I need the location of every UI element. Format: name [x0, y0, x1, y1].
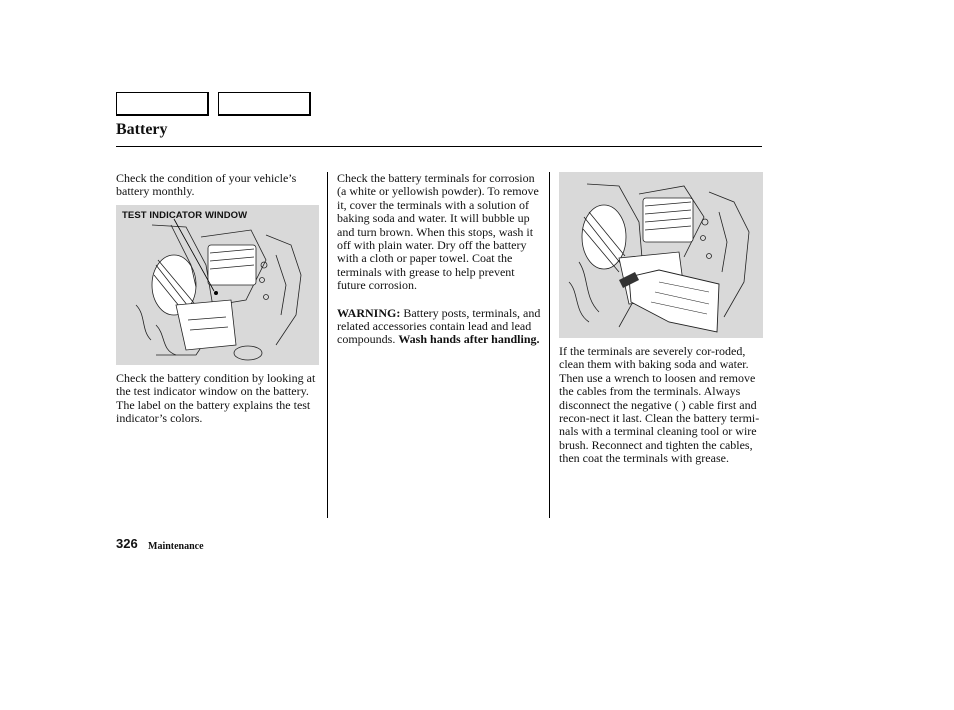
- middle-body: Check the battery terminals for corrosion (a white or yellowish powder). To remove it, cover the terminals with a solution of baking soda and water. It will bubble up and turn brown. When this stops, wash it off with plain water. Dry off the battery with a cloth or paper towel. Coat the terminals with grease to help prevent future corrosion.: [337, 171, 539, 293]
- right-body: If the terminals are severely cor-roded, clean them with baking soda and water. Then use a wrench to loosen and remove the cables from the terminals. Always disconnect the negative ( ) cable first and recon-nect it last. Clean the battery termi-nals with a terminal cleaning tool or wire brush. Reconnect and tighten the cables, then coat the terminals with grease.: [559, 344, 760, 466]
- nav-tab-2[interactable]: [218, 92, 311, 116]
- left-intro-text: [116, 172, 321, 199]
- warning-bold: Wash hands after handling.: [398, 332, 540, 347]
- left-body-text: [116, 372, 321, 426]
- warning-label: WARNING:: [337, 305, 401, 320]
- page-title: Battery: [116, 121, 168, 138]
- terminal-cleaning-figure: [559, 172, 763, 338]
- figure-caption: TEST INDICATOR WINDOW: [122, 210, 248, 221]
- battery-engine-illustration: [116, 205, 319, 365]
- title-rule: [116, 146, 762, 147]
- page-number: 326: [116, 536, 138, 551]
- middle-column: [337, 172, 542, 347]
- right-column: [559, 345, 763, 466]
- terminal-wrench-illustration: [559, 172, 763, 338]
- test-indicator-figure: [116, 205, 319, 365]
- warning-paragraph: [337, 307, 542, 347]
- left-intro: Check the condition of your vehicle’s battery monthly.: [116, 171, 297, 199]
- section-name: Maintenance: [148, 541, 204, 552]
- column-divider-2: [549, 172, 550, 518]
- column-divider-1: [327, 172, 328, 518]
- warning-text: Battery posts, terminals, and related accessories contain lead and lead compounds.: [337, 305, 541, 347]
- nav-tab-1[interactable]: [116, 92, 209, 116]
- left-body: Check the battery condition by looking at the test indicator window on the battery. The label on the battery explains the test indicator’s colors.: [116, 371, 316, 426]
